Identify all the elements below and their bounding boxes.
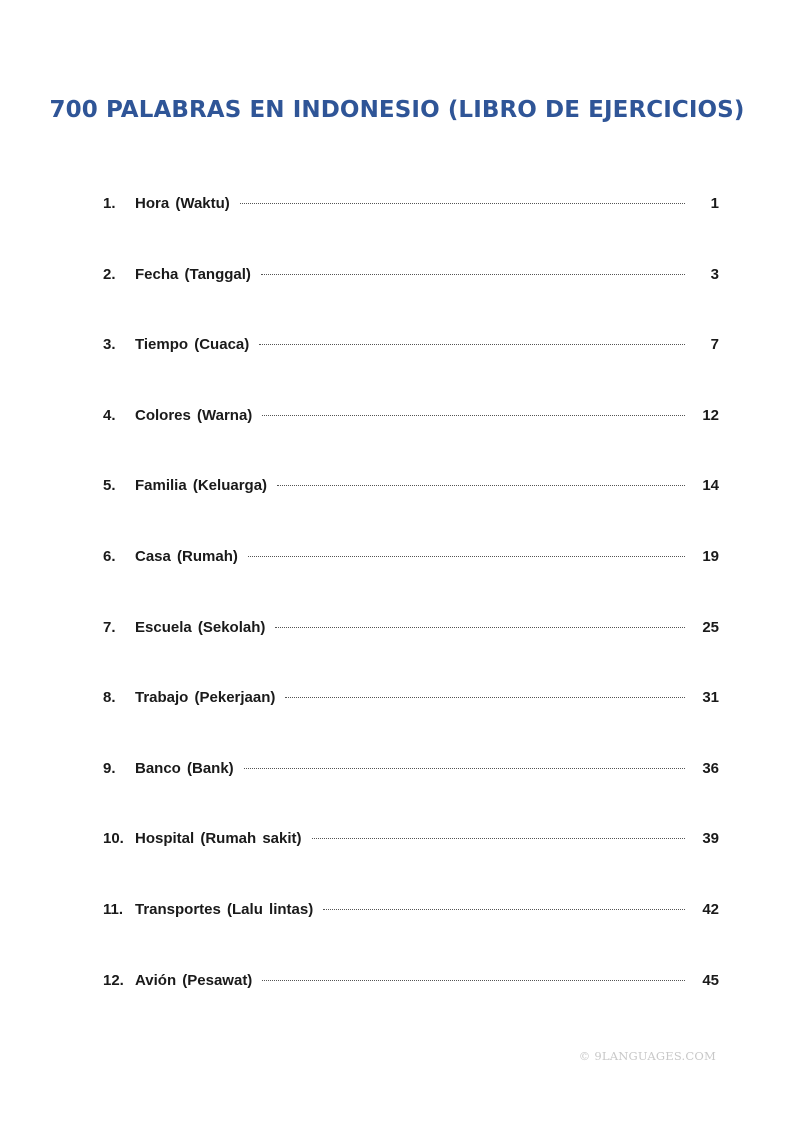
toc-entry-page: 7	[710, 336, 719, 354]
toc-entry-title: Colores (Warna)	[135, 406, 253, 424]
toc-entry-title: Familia (Keluarga)	[135, 477, 268, 495]
dot-leader	[259, 343, 685, 345]
dot-leader	[244, 767, 685, 769]
dot-leader	[262, 414, 685, 416]
dot-leader	[312, 837, 685, 839]
toc-entry-title: Hospital (Rumah sakit)	[135, 830, 302, 848]
toc-entry-title: Trabajo (Pekerjaan)	[135, 689, 276, 707]
toc-entry-number: 1.	[103, 195, 116, 212]
toc-entry-page: 14	[702, 477, 719, 495]
page-title: 700 PALABRAS EN INDONESIO (LIBRO DE EJERCICIOS)	[49, 97, 745, 124]
toc-entry-title: Casa (Rumah)	[135, 547, 238, 565]
copyright-footer: © 9LANGUAGES.COM	[578, 1049, 716, 1063]
dot-leader	[262, 979, 685, 981]
toc-entry[interactable]	[103, 397, 719, 468]
dot-leader	[323, 908, 685, 910]
toc-entry[interactable]	[103, 538, 719, 609]
toc-entry-page: 31	[702, 689, 719, 707]
toc-entry-number: 10.	[103, 830, 124, 848]
toc-entry-page: 19	[702, 547, 719, 565]
toc-entry-title: Fecha (Tanggal)	[135, 265, 251, 283]
toc-entry[interactable]	[103, 185, 719, 256]
table-of-contents	[103, 185, 719, 1032]
toc-entry-title: Escuela (Sekolah)	[135, 618, 266, 636]
dot-leader	[240, 202, 685, 204]
toc-entry-page: 3	[710, 265, 719, 283]
toc-entry-number: 2.	[103, 265, 116, 283]
toc-entry-title: Banco (Bank)	[135, 759, 234, 777]
toc-entry-number: 9.	[103, 759, 116, 777]
toc-entry[interactable]	[103, 326, 719, 397]
toc-entry-number: 4.	[103, 406, 116, 424]
dot-leader	[275, 626, 685, 628]
dot-leader	[277, 484, 685, 486]
toc-entry-number: 5.	[103, 477, 116, 495]
toc-entry-number: 7.	[103, 618, 116, 636]
toc-entry-number: 3.	[103, 336, 116, 354]
toc-entry-title: Hora (Waktu)	[135, 195, 230, 212]
toc-entry-number: 11.	[103, 900, 124, 918]
toc-entry-page: 36	[702, 759, 719, 777]
toc-entry-number: 8.	[103, 689, 116, 707]
toc-entry-title: Avión (Pesawat)	[135, 971, 253, 989]
dot-leader	[285, 696, 685, 698]
toc-entry[interactable]	[103, 891, 719, 962]
toc-entry[interactable]	[103, 962, 719, 1033]
toc-entry[interactable]	[103, 256, 719, 327]
toc-entry[interactable]	[103, 609, 719, 680]
toc-entry-number: 6.	[103, 547, 116, 565]
toc-entry[interactable]	[103, 467, 719, 538]
toc-entry[interactable]	[103, 820, 719, 891]
toc-entry-title: Tiempo (Cuaca)	[135, 336, 250, 354]
toc-entry-title: Transportes (Lalu lintas)	[135, 900, 314, 918]
toc-entry-number: 12.	[103, 971, 124, 989]
toc-entry-page: 42	[702, 900, 719, 918]
toc-entry-page: 25	[702, 618, 719, 636]
toc-entry-page: 12	[702, 406, 719, 424]
toc-entry-page: 1	[710, 195, 719, 212]
toc-entry[interactable]	[103, 750, 719, 821]
toc-entry[interactable]	[103, 679, 719, 750]
dot-leader	[261, 273, 685, 275]
dot-leader	[248, 555, 685, 557]
toc-entry-page: 39	[702, 830, 719, 848]
toc-entry-page: 45	[702, 971, 719, 989]
